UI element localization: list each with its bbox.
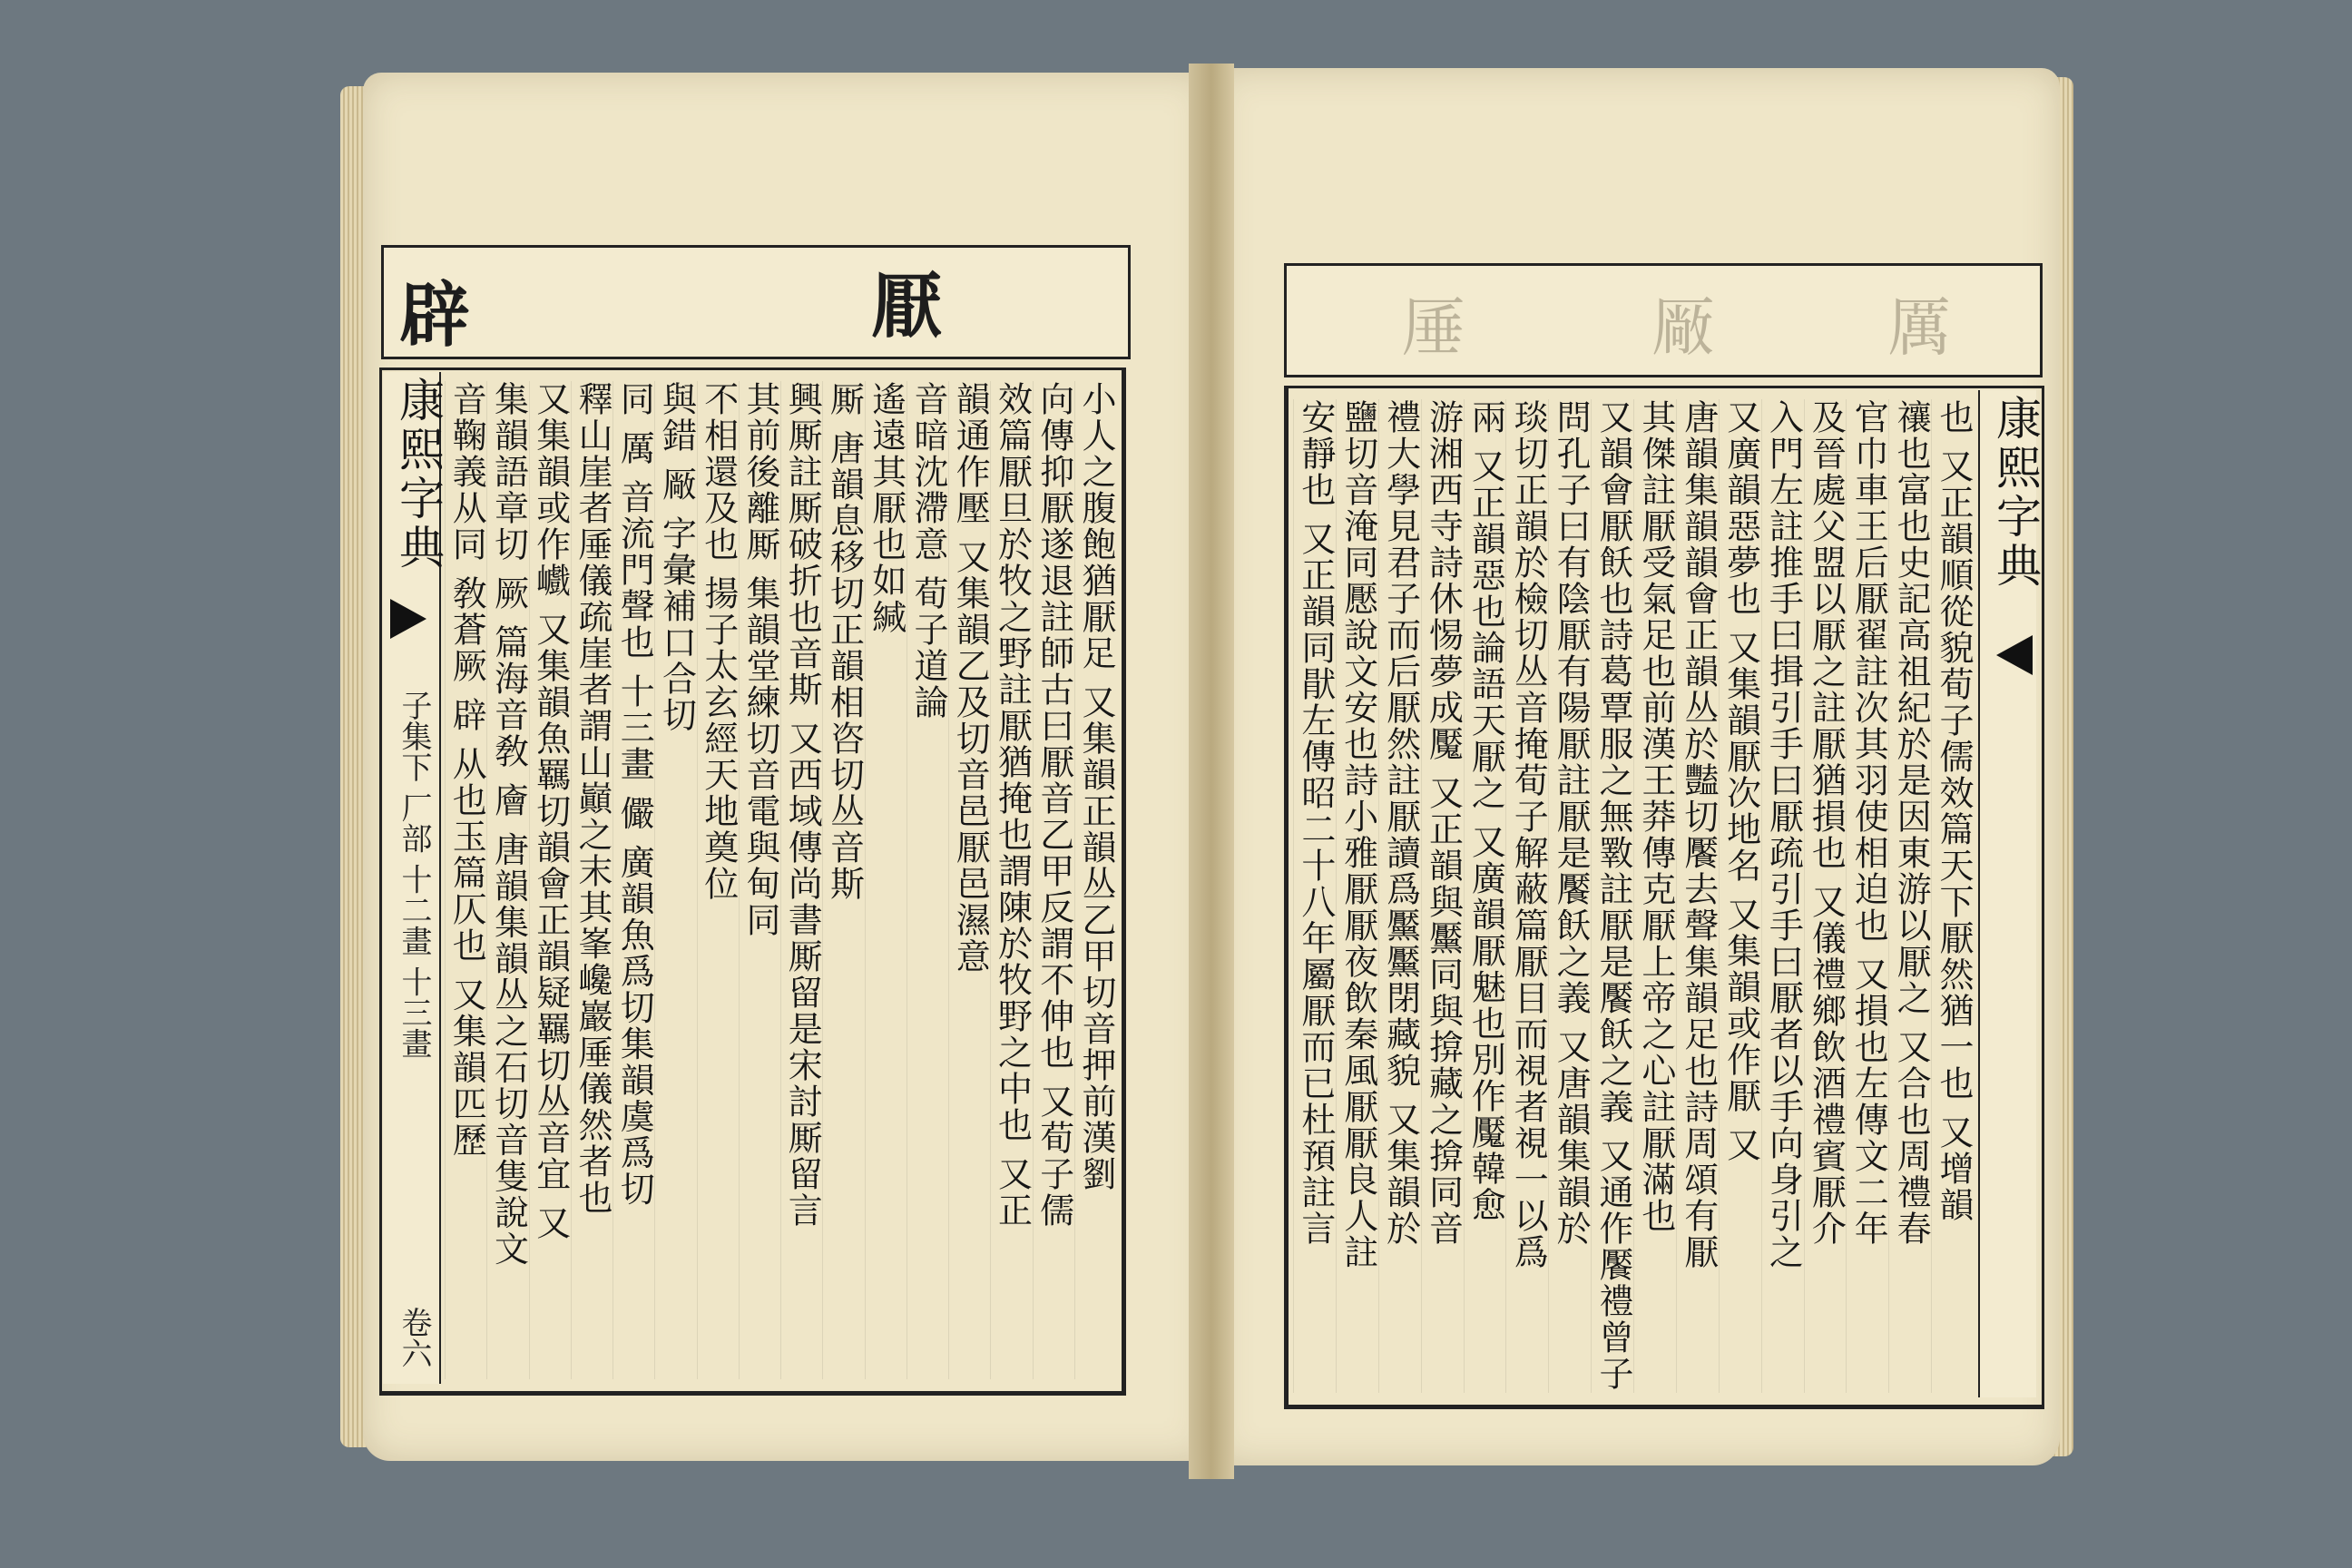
- left-column: 釋山崖者厜儀疏崖者謂山巓之末其峯巉巖厜儀然者也: [571, 381, 612, 1379]
- left-text-columns: [445, 381, 1116, 1379]
- right-column: 禳也富也史記高祖紀於是因東游以厭之 又合也周禮春: [1888, 399, 1931, 1393]
- left-column: 厮 唐韻息移切正韻相咨切丛音斯: [822, 381, 864, 1379]
- right-column: 唐韻集韻韻會正韻丛於豔切饜去聲集韻足也詩周頌有厭: [1676, 399, 1719, 1393]
- left-column: 效篇厭旦於牧之野註厭猶掩也謂陳於牧野之中也 又正: [990, 381, 1032, 1379]
- left-running-title: 康熙字典: [392, 377, 445, 573]
- right-column: 入門左註推手曰揖引手曰厭疏引手曰厭者以手向身引之: [1761, 399, 1804, 1393]
- left-column: 又集韻或作巇 又集韻魚羈切韻會正韻疑羈切丛音宜 又: [529, 381, 571, 1379]
- left-column: 小人之腹飽猶厭足 又集韻正韻丛乙甲切音押前漢劉: [1074, 381, 1116, 1379]
- left-column: 音暗沈滯意 荀子道論: [906, 381, 948, 1379]
- right-column: 及晉處父盟以厭之註厭猶損也 又儀禮鄉飲酒禮賓厭介: [1804, 399, 1847, 1393]
- left-seal-1: 辟: [399, 274, 471, 357]
- left-column: 向傳抑厭遂退註師古曰厭音乙甲反謂不伸也 又荀子儒: [1033, 381, 1074, 1379]
- left-column: 音鞠義从同 敎蒼厥 辟 从也玉篇仄也 又集韻匹歷: [445, 381, 486, 1379]
- left-folio: 卷六: [396, 1307, 432, 1368]
- left-seal-0: 厭: [871, 265, 943, 348]
- left-column: 集韻語章切 厥 篇海音敎 廥 唐韻集韻丛之石切音隻說文: [486, 381, 528, 1379]
- left-column: 不相還及也 揚子太玄經天地奠位: [697, 381, 739, 1379]
- right-column: 琰切正韻於檢切丛音掩荀子解蔽篇厭目而視者視一以爲: [1505, 399, 1548, 1393]
- right-seal-2: 厜: [1402, 290, 1465, 365]
- right-column: 問孔子曰有陰厭有陽厭註厭是饜飫之義 又唐韻集韻於: [1548, 399, 1591, 1393]
- right-column: 又廣韻惡夢也 又集韻厭次地名 又集韻或作厭 又: [1719, 399, 1761, 1393]
- left-section-label: 子集下 厂部 十二畫 十三畫: [396, 690, 432, 1059]
- right-fishtail-mark: [1996, 635, 2033, 675]
- left-column: 其前後離厮 集韻堂練切音電與甸同: [739, 381, 780, 1379]
- left-column: 同 厲 音流門聲也 十三畫 儼 廣韻魚爲切集韻虞爲切: [612, 381, 654, 1379]
- right-column: 游湘西寺詩休惕夢成魘 又正韻與黶同與揜藏之揜同音: [1421, 399, 1464, 1393]
- right-column: 其傑註厭受氣足也前漢王莽傳克厭上帝之心註厭滿也: [1633, 399, 1676, 1393]
- right-column: 也 又正韻順從貌荀子儒效篇天下厭然猶一也 又增韻: [1931, 399, 1974, 1393]
- right-column: 禮大學見君子而后厭然註厭讀爲黶黶閉藏貌 又集韻於: [1378, 399, 1421, 1393]
- right-seal-0: 厲: [1887, 290, 1951, 365]
- left-column: 與錯 厰 字彙補口合切: [654, 381, 696, 1379]
- right-column: 官巾車王后厭翟註次其羽使相迫也 又損也左傳文二年: [1846, 399, 1888, 1393]
- book-gutter: [1189, 64, 1234, 1479]
- right-column: 又韻會厭飫也詩葛覃服之無斁註厭是饜飫之義 又通作饜禮曾子: [1591, 399, 1633, 1393]
- left-fishtail-mark: [390, 599, 426, 639]
- left-column: 興厮註厮破折也音斯 又西域傳尚書厮留是宋討厮留言: [780, 381, 822, 1379]
- right-seal-1: 厰: [1651, 290, 1715, 365]
- left-column: 韻通作壓 又集韻乙及切音邑厭邑濕意: [948, 381, 990, 1379]
- right-column: 鹽切音淹同懕說文安也詩小雅厭厭夜飲秦風厭厭良人註: [1336, 399, 1378, 1393]
- right-running-title: 康熙字典: [1989, 395, 2042, 591]
- right-text-columns: [1293, 399, 1974, 1393]
- right-column: 安靜也 又正韻同猒左傳昭二十八年屬厭而已杜預註言: [1293, 399, 1336, 1393]
- right-column: 兩 又正韻惡也論語天厭之 又廣韻厭魅也別作魘韓愈: [1464, 399, 1506, 1393]
- left-column: 遙遠其厭也如緘: [865, 381, 906, 1379]
- left-header-box: [381, 245, 1131, 359]
